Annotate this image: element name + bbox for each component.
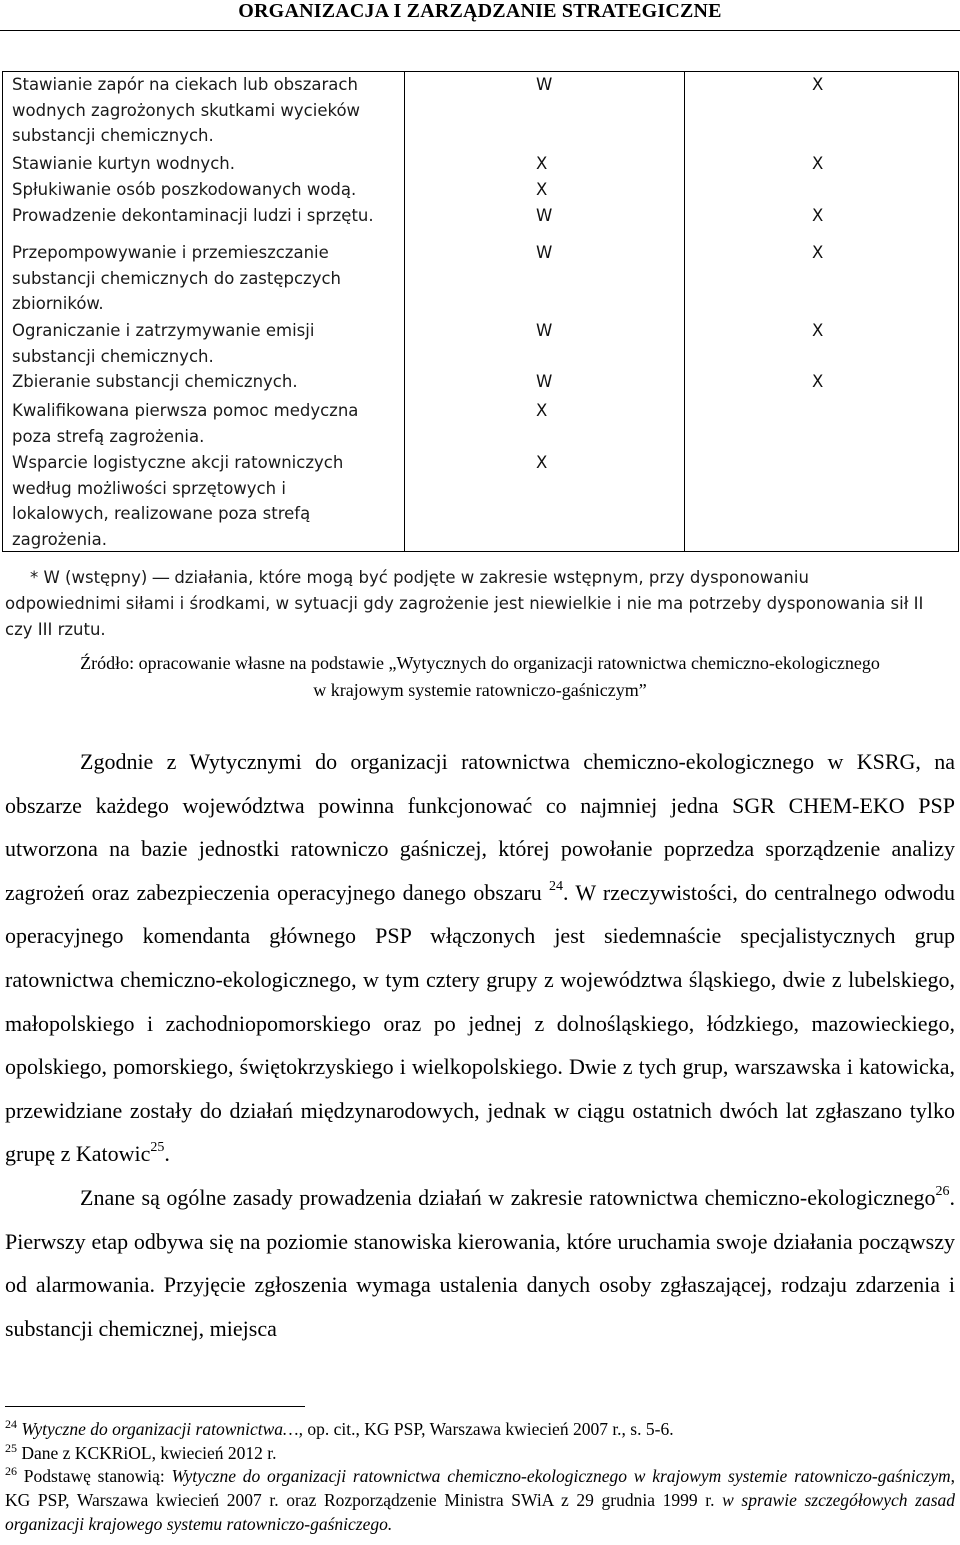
footnote-24-rest: op. cit., KG PSP, Warszawa kwiecień 2007 r., s. 5-6. [302,1419,674,1439]
footnote-26-number: 26 [5,1464,17,1479]
table-cell-action-line: substancji chemicznych. [12,126,214,145]
footnote-25-number: 25 [5,1440,17,1455]
table-cell-mark-col2: X [536,154,548,173]
table-cell-action-line: Spłukiwanie osób poszkodowanych wodą. [12,180,357,199]
paragraph-1-part-a: Zgodnie z Wytycznymi do organizacji ratownictwa chemiczno-ekologicznego w KSRG, na obszarze każdego województwa powinna funkcjonować co najmniej jedna SGR CHEM-EKO PSP utworzona na bazie jednostki ratowniczo gaśniczej, której powołanie poprzedza sporządzenie analizy zagrożeń oraz zabezpieczenia operacyjnego danego obszaru [5,749,955,905]
table-cell-mark-col3: X [812,75,824,94]
footnote-26-regulation: w sprawie szczegółowych zasad organizacji krajowego systemu ratowniczo-gaśniczego. [5,1490,956,1534]
table-cell-mark-col2: W [536,321,553,340]
footnote-24 [5,1418,955,1442]
page-header [0,0,960,23]
header-title: ORGANIZACJA I ZARZĄDZANIE STRATEGICZNE [238,0,722,22]
footnote-25 [5,1442,955,1466]
table-cell-action-line: wodnych zagrożonych skutkami wycieków [12,100,361,120]
table-cell-mark-col2: X [536,401,548,420]
footnote-26-title: Wytyczne do organizacji ratownictwa chemiczno-ekologicznego w krajowym systemie ratowniczo-gaśniczym [171,1466,951,1487]
table-cell-action-line: Wsparcie logistyczne akcji ratowniczych [12,453,344,472]
source-line-1: Źródło: opracowanie własne na podstawie „Wytycznych do organizacji ratownictwa chemiczno-ekologicznego [80,653,880,673]
source-line-2: w krajowym systemie ratowniczo-gaśniczym” [313,680,647,700]
note-line-3: czy III rzutu. [5,620,106,639]
header-rule [0,30,960,31]
table-cell-mark-col2: X [536,453,548,472]
table-cell-action-line: substancji chemicznych do zastępczych [12,268,342,288]
paragraph-1 [5,740,955,1176]
table-cell-action-line: Kwalifikowana pierwsza pomoc medyczna [12,401,359,420]
footnote-26-part-a: Podstawę stanowią: [23,1466,172,1487]
table-cell-action-line: Przepompowywanie i przemieszczanie [12,243,329,262]
footnotes [5,1418,955,1537]
table-cell-action-line: Stawianie zapór na ciekach lub obszarach [12,75,358,94]
paragraph-2-part-b: . Pierwszy etap odbywa się na poziomie stanowiska kierowania, które uruchamia swoje działania począwszy od alarmowania. Przyjęcie zgłoszenia wymaga ustalenia danych osoby zgłaszającej, rodzaju zdarzenia i substancji chemicznej, miejsca [5,1184,955,1341]
table-cell-mark-col3: X [812,243,824,262]
table-cell-action-line: zagrożenia. [12,529,107,549]
table-cell-action-line: Stawianie kurtyn wodnych. [12,154,235,173]
source-caption [0,650,960,704]
table-cell-mark-col2: W [536,372,553,391]
table-cell-action-line: lokalowych, realizowane poza strefą [12,504,311,523]
footnote-ref-26: 26 [935,1183,950,1199]
table-cell-action-line: zbiorników. [12,294,104,313]
paragraph-2-part-a: Znane są ogólne zasady prowadzenia działań w zakresie ratownictwa chemiczno-ekologicznego [80,1184,936,1210]
note-line-2: odpowiednimi siłami i środkami, w sytuacji gdy zagrożenie jest niewielkie i nie ma potrzeby dysponowania sił II [5,594,924,613]
note-line-1: * W (wstępny) ― działania, które mogą być podjęte w zakresie wstępnym, przy dysponowaniu [30,568,809,587]
footnote-ref-24: 24 [549,878,564,894]
table-cell-mark-col2: X [536,180,548,199]
table-cell-action-line: poza strefą zagrożenia. [12,426,205,446]
table-cell-mark-col3: X [812,321,824,340]
table-cell-action-line: substancji chemicznych. [12,346,214,366]
table-column-divider-2 [684,72,685,551]
table-cell-action-line: według możliwości sprzętowych i [12,478,286,498]
table-cell-mark-col3: X [812,206,824,225]
table-cell-mark-col3: X [812,372,824,391]
table-cell-mark-col3: X [812,154,824,173]
paragraph-1-part-c: . [164,1141,170,1167]
footnote-25-text: Dane z KCKRiOL, kwiecień 2012 r. [21,1442,277,1463]
table-cell-mark-col2: W [536,243,553,262]
footnote-ref-25: 25 [150,1140,165,1156]
paragraph-1-part-b: . W rzeczywistości, do centralnego odwodu operacyjnego komendanta głównego PSP włączonych jest siedemnaście specjalistycznych grup ratownictwa chemiczno-ekologicznego, w tym cztery grupy z województwa śląskiego, dwie z lubelskiego, małopolskiego i zachodniopomorskiego oraz po jednej z dolnośląskiego, łódzkiego, mazowieckiego, opolskiego, pomorskiego, świętokrzyskiego i wielkopolskiego. Dwie z tych grup, warszawska i katowicka, przewidziane zostały do działań międzynarodowych, jednak w ciągu ostatnich dwóch lat zgłaszano tylko grupę z Katowic [5,879,955,1167]
footnote-separator [5,1406,305,1407]
table-cell-mark-col2: W [536,75,553,94]
table-column-divider-1 [404,72,405,551]
footnote-26 [5,1465,955,1536]
body-text [5,740,955,1350]
table-note [5,565,955,643]
table-cell-action-line: Zbieranie substancji chemicznych. [12,372,298,391]
table-cell-mark-col2: W [536,206,553,225]
table-cell-action-line: Ograniczanie i zatrzymywanie emisji [12,321,315,340]
table-cell-action-line: Prowadzenie dekontaminacji ludzi i sprzętu. [12,206,374,225]
footnote-24-number: 24 [5,1417,17,1431]
footnote-24-title: Wytyczne do organizacji ratownictwa…, [21,1419,303,1439]
footnote-26-part-b: , KG PSP, Warszawa kwiecień 2007 r. oraz Rozporządzenie Ministra SWiA z 29 grudnia 1999 r. [5,1466,955,1511]
paragraph-2 [5,1176,955,1350]
